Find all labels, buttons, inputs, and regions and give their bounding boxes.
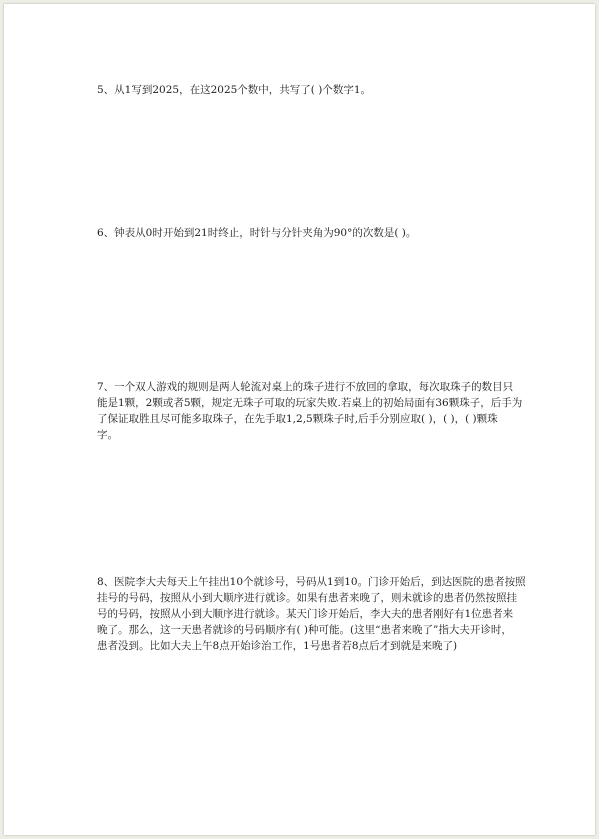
question-8-line: 号的号码，按照从小到大顺序进行就诊。某天门诊开始后，李大夫的患者刚好有1位患者来 bbox=[97, 608, 514, 620]
question-8-line: 患者没到。比如大夫上午8点开始诊治工作，1号患者若8点后才到就是来晚了) bbox=[97, 640, 458, 652]
question-6-line: 6、钟表从0时开始到21时终止，时针与分针夹角为90°的次数是( )。 bbox=[97, 227, 417, 239]
question-8-line: 晚了。那么，这一天患者就诊的号码顺序有( )种可能。(这里“患者来晚了”指大夫开诊时， bbox=[97, 624, 512, 636]
question-8 bbox=[97, 574, 526, 654]
question-7-line: 字。 bbox=[97, 429, 118, 441]
document-page bbox=[4, 4, 595, 835]
question-6 bbox=[97, 225, 515, 241]
question-7-line: 能是1颗，2颗或者5颗，规定无珠子可取的玩家失败.若桌上的初始局面有36颗珠子，后手为 bbox=[97, 397, 523, 409]
question-5 bbox=[97, 82, 515, 98]
question-8-line: 挂号的号码，按照从小到大顺序进行就诊。如果有患者来晚了，则未就诊的患者仍然按照挂 bbox=[97, 592, 517, 604]
question-7-line: 7、一个双人游戏的规则是两人轮流对桌上的珠子进行不放回的拿取，每次取珠子的数目只 bbox=[97, 381, 514, 393]
question-5-line: 5、从1写到2025，在这2025个数中，共写了( )个数字1。 bbox=[97, 84, 372, 96]
question-7 bbox=[97, 379, 523, 443]
question-7-line: 了保证取胜且尽可能多取珠子，在先手取1,2,5颗珠子时,后手分别应取( )，( )，( )颗珠 bbox=[97, 413, 498, 425]
question-8-line: 8、医院李大夫每天上午挂出10个就诊号，号码从1到10。门诊开始后，到达医院的患者按照 bbox=[97, 576, 526, 588]
